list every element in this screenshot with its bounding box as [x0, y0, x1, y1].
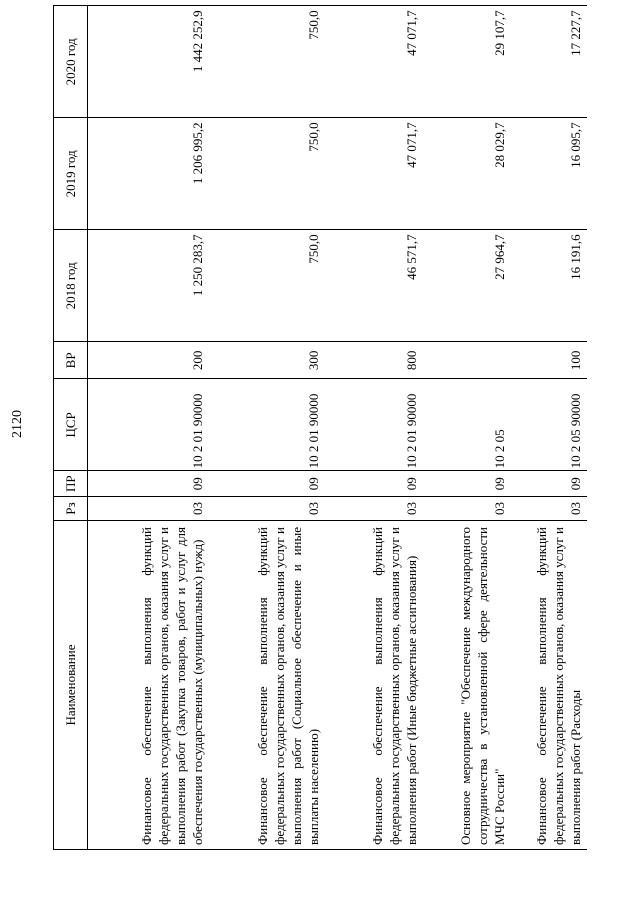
row-name: Финансовое обеспечение выполнения функций федеральных государственных органов, оказания услуг и выполнения работ (Иные бюджетные ассигнования) [325, 521, 423, 850]
row-2018: 750,0 [209, 230, 325, 342]
row-rz: 03 [511, 497, 587, 521]
row-2018: 1 250 283,7 [88, 230, 209, 342]
row-vr: 200 [88, 342, 209, 379]
row-2018: 16 191,6 [511, 230, 587, 342]
row-2020: 29 107,7 [423, 6, 511, 118]
budget-table [53, 5, 587, 850]
table-body [88, 6, 587, 850]
table-row [209, 6, 325, 850]
header-vr: ВР [54, 342, 88, 379]
row-2020: 750,0 [209, 6, 325, 118]
rotated-table-container [53, 5, 583, 850]
row-rz: 03 [423, 497, 511, 521]
row-pr: 09 [511, 471, 587, 497]
header-2018: 2018 год [54, 230, 88, 342]
table-row [88, 6, 209, 850]
row-vr: 800 [325, 342, 423, 379]
row-csr: 10 2 01 90000 [325, 379, 423, 471]
header-pr: ПР [54, 471, 88, 497]
row-rz: 03 [325, 497, 423, 521]
row-name: Финансовое обеспечение выполнения функций федеральных государственных органов, оказания услуг и выполнения работ (Закупка товаров, работ и услуг для обеспечения государственных (муниципальных) нужд) [88, 521, 209, 850]
header-rz: Рз [54, 497, 88, 521]
header-2019: 2019 год [54, 118, 88, 230]
header-name: Наименование [54, 521, 88, 850]
table-row [511, 6, 587, 850]
row-pr: 09 [88, 471, 209, 497]
row-name: Финансовое обеспечение выполнения функций федеральных государственных органов, оказания услуг и выполнения работ (Расходы [511, 521, 587, 850]
row-vr: 100 [511, 342, 587, 379]
row-rz: 03 [88, 497, 209, 521]
table-row [423, 6, 511, 850]
row-pr: 09 [325, 471, 423, 497]
row-rz: 03 [209, 497, 325, 521]
row-2018: 27 964,7 [423, 230, 511, 342]
row-2018: 46 571,7 [325, 230, 423, 342]
row-2019: 28 029,7 [423, 118, 511, 230]
row-pr: 09 [209, 471, 325, 497]
row-2019: 1 206 995,2 [88, 118, 209, 230]
row-2020: 17 227,7 [511, 6, 587, 118]
row-csr: 10 2 05 90000 [511, 379, 587, 471]
row-pr: 09 [423, 471, 511, 497]
row-2019: 750,0 [209, 118, 325, 230]
row-vr: 300 [209, 342, 325, 379]
row-2020: 1 442 252,9 [88, 6, 209, 118]
row-csr: 10 2 01 90000 [88, 379, 209, 471]
table-row [325, 6, 423, 850]
table-header [54, 6, 88, 850]
row-name: Основное мероприятие "Обеспечение международного сотрудничества в установленной сфере деятельности МЧС России" [423, 521, 511, 850]
row-vr [423, 342, 511, 379]
row-name: Финансовое обеспечение выполнения функций федеральных государственных органов, оказания услуг и выполнения работ (Социальное обеспечение и иные выплаты населению) [209, 521, 325, 850]
row-csr: 10 2 01 90000 [209, 379, 325, 471]
row-csr: 10 2 05 [423, 379, 511, 471]
header-2020: 2020 год [54, 6, 88, 118]
page-number: 2120 [10, 410, 25, 438]
row-2019: 47 071,7 [325, 118, 423, 230]
row-2019: 16 095,7 [511, 118, 587, 230]
row-2020: 47 071,7 [325, 6, 423, 118]
header-csr: ЦСР [54, 379, 88, 471]
header-row [54, 6, 88, 850]
